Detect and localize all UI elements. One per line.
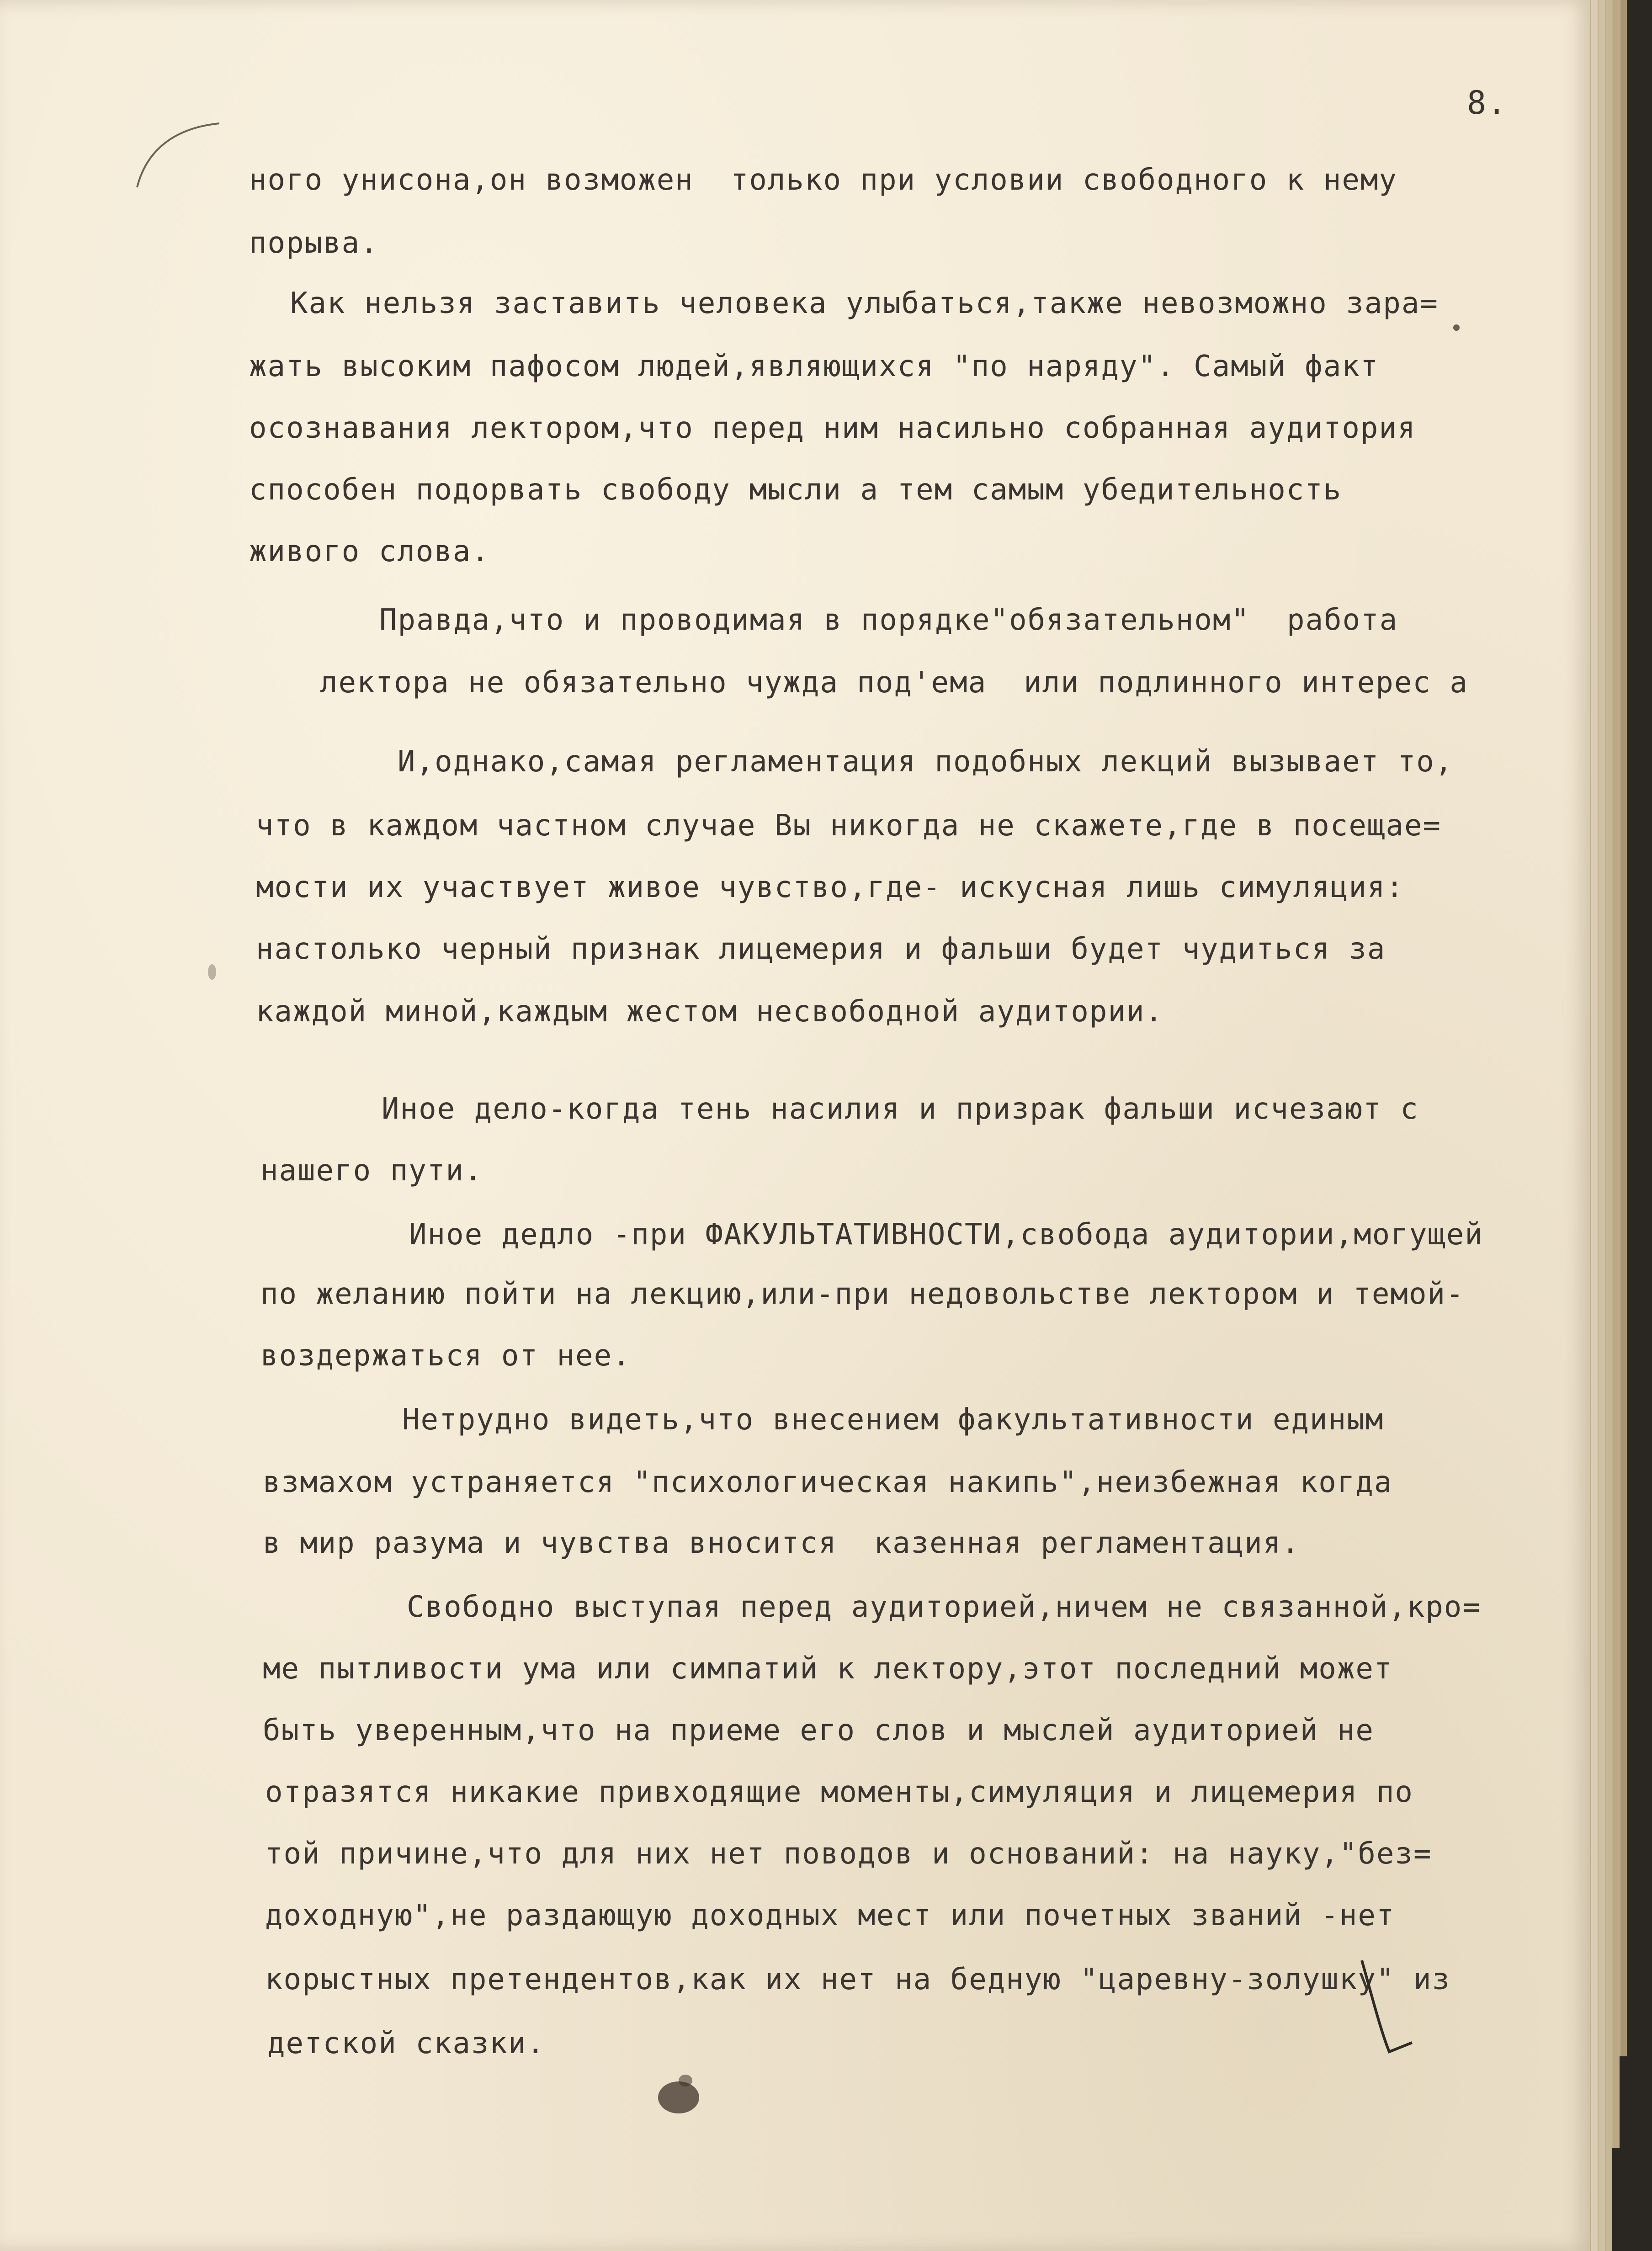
text-line: Нетрудно видеть,что внесением факультативности единым (402, 1403, 1384, 1437)
text-line: воздержаться от нее. (260, 1339, 631, 1373)
text-line: настолько черный признак лицемерия и фальши будет чудиться за (256, 932, 1386, 966)
text-line: Иное дедло -при ФАКУЛЬТАТИВНОСТИ,свобода аудитории,могущей (409, 1218, 1483, 1252)
stacked-page-edge (1605, 0, 1612, 2251)
text-line: Правда,что и проводимая в порядке"обязательном" работа (379, 603, 1398, 637)
text-line: корыстных претендентов,как их нет на бедную "царевну-золушку" из (265, 1963, 1450, 1996)
pen-check-bottom-right (1353, 1951, 1444, 2070)
text-line: Свободно выступая перед аудиторией,ничем не связанной,кро= (407, 1590, 1481, 1624)
text-line: жать высоким пафосом людей,являющихся "по наряду". Самый факт (249, 350, 1379, 383)
text-line: Как нельзя заставить человека улыбаться,также невозможно зара= (290, 287, 1439, 320)
text-line: нашего пути. (260, 1154, 483, 1188)
stacked-page-edge (1590, 0, 1598, 2251)
text-line: отразятся никакие привходящие моменты,симуляция и лицемерия по (265, 1775, 1413, 1809)
text-line: взмахом устраняется "психологическая накипь",неизбежная когда (263, 1465, 1393, 1499)
text-line: Иное дело-когда тень насилия и призрак фальши исчезают с (382, 1092, 1419, 1126)
text-line: И,однако,самая регламентация подобных лекций вызывает то, (398, 745, 1454, 779)
text-line: порыва. (249, 226, 379, 260)
text-line: способен подорвать свободу мысли а тем самым убедительность (249, 473, 1342, 507)
text-line: каждой миной,каждым жестом несвободной аудитории. (256, 995, 1164, 1029)
text-line: по желанию пойти на лекцию,или-при недовольстве лектором и темой- (260, 1277, 1465, 1311)
pen-stroke-top-left (128, 114, 228, 206)
stacked-page-edge (1620, 0, 1627, 2056)
ink-dot (1453, 324, 1460, 331)
stacked-page-edge (1598, 0, 1605, 2251)
stacked-page-edge (1612, 0, 1620, 2148)
text-line: что в каждом частном случае Вы никогда не скажете,где в посещае= (256, 809, 1441, 843)
text-line: мости их участвует живое чувство,где- искусная лишь симуляция: (256, 871, 1404, 904)
text-line: лектора не обязательно чужда под'ема или подлинного интерес а (320, 666, 1468, 700)
text-line: быть уверенным,что на приеме его слов и мыслей аудиторией не (263, 1714, 1374, 1747)
text-line: осознавания лектором,что перед ним насильно собранная аудитория (249, 411, 1416, 445)
text-line: живого слова. (249, 535, 490, 568)
text-line: той причине,что для них нет поводов и оснований: на науку,"без= (265, 1837, 1432, 1871)
text-line: в мир разума и чувства вносится казенная регламентация. (263, 1526, 1300, 1560)
ink-dot (208, 964, 216, 980)
ink-blot (679, 2075, 692, 2086)
text-line: ного унисона,он возможен только при условии свободного к нему (249, 163, 1397, 197)
text-line: детской сказки. (267, 2027, 545, 2060)
ink-blot (658, 2081, 699, 2113)
text-line: ме пытливости ума или симпатий к лектору,этот последний может (263, 1652, 1393, 1686)
page-number: 8. (1467, 84, 1508, 122)
text-line: доходную",не раздающую доходных мест или почетных званий -нет (265, 1899, 1395, 1932)
